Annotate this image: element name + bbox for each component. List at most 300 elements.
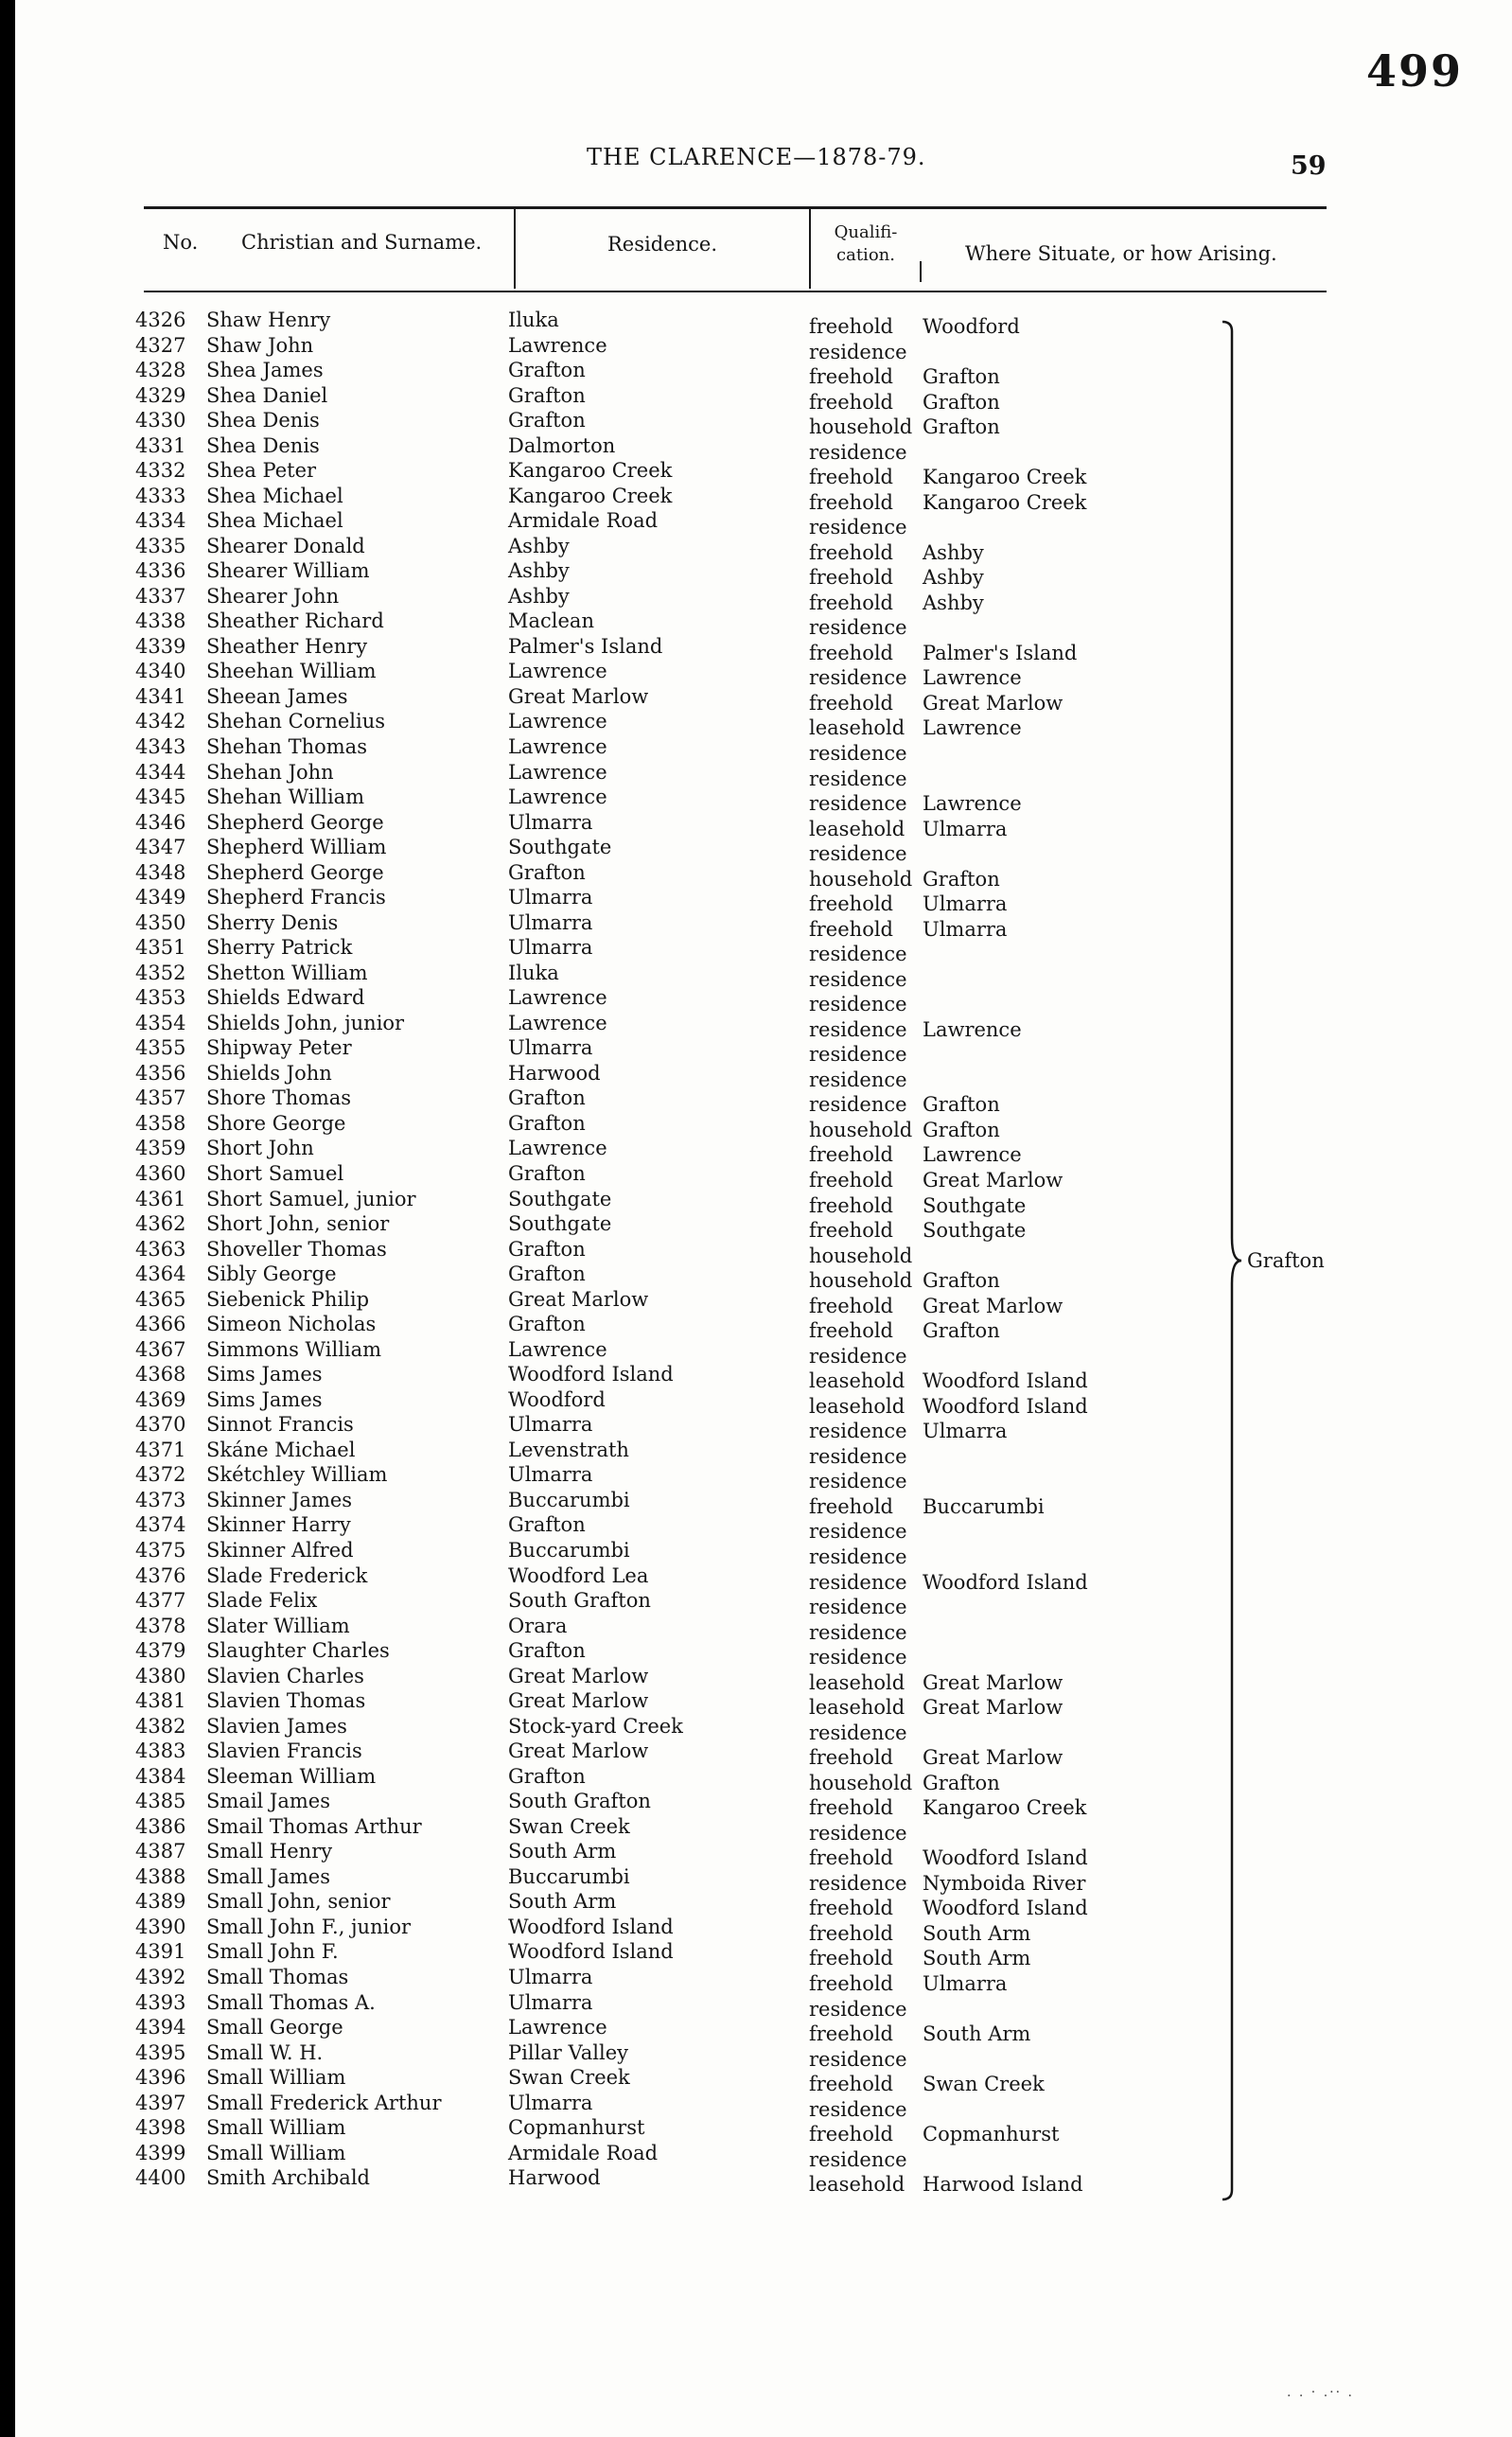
list-item — [0, 1664, 1512, 1694]
entry-qualification: residence — [809, 742, 907, 765]
entry-where: Nymboida River — [923, 1871, 1086, 1895]
entry-qualification: residence — [809, 1871, 907, 1895]
list-item — [0, 1438, 1512, 1468]
entry-number: 4338 — [135, 609, 186, 633]
entry-name: Sheean James — [206, 684, 348, 708]
entry-number: 4375 — [135, 1538, 186, 1562]
entry-number: 4326 — [135, 309, 186, 331]
entry-qualification: household — [809, 867, 913, 891]
header-where: Where Situate, or how Arising. — [965, 242, 1277, 265]
entry-residence: Southgate — [508, 836, 612, 859]
entry-qualification: leasehold — [809, 1369, 905, 1393]
entry-qualification: residence — [809, 767, 907, 790]
group-label: Grafton — [1247, 1249, 1325, 1272]
list-item — [0, 1764, 1512, 1794]
entry-residence: Lawrence — [508, 1137, 607, 1160]
entry-number: 4344 — [135, 760, 186, 784]
entry-qualification: leasehold — [809, 716, 905, 740]
entry-residence: Ulmarra — [508, 1463, 593, 1487]
entry-number: 4351 — [135, 936, 186, 960]
entry-qualification: freehold — [809, 641, 893, 664]
entry-qualification: residence — [809, 1344, 907, 1368]
entry-name: Skáne Michael — [206, 1438, 356, 1461]
entry-qualification: residence — [809, 1470, 907, 1493]
entry-number: 4343 — [135, 735, 186, 758]
entry-qualification: freehold — [809, 892, 893, 916]
entry-residence: Ashby — [508, 559, 570, 583]
entry-number: 4388 — [135, 1864, 186, 1888]
entry-where: Lawrence — [923, 1017, 1022, 1041]
list-item — [0, 910, 1512, 941]
entry-name: Shea Denis — [206, 409, 320, 433]
entry-where: Ashby — [923, 540, 984, 564]
entry-qualification: residence — [809, 943, 907, 966]
list-item — [0, 484, 1512, 514]
entry-residence: Lawrence — [508, 760, 607, 784]
entry-residence: Grafton — [508, 1639, 586, 1663]
list-item — [0, 1538, 1512, 1568]
entry-name: Small James — [206, 1864, 330, 1888]
entry-residence: Buccarumbi — [508, 1538, 630, 1562]
entry-residence: Lawrence — [508, 333, 607, 357]
entry-number: 4385 — [135, 1790, 186, 1813]
entry-residence: Swan Creek — [508, 1814, 630, 1838]
entry-qualification: residence — [809, 1997, 907, 2021]
entry-residence: Buccarumbi — [508, 1864, 630, 1888]
list-item — [0, 1614, 1512, 1644]
entry-number: 4392 — [135, 1965, 186, 1988]
list-item — [0, 1864, 1512, 1895]
entry-residence: Palmer's Island — [508, 634, 663, 658]
entry-number: 4346 — [135, 810, 186, 834]
entry-qualification: residence — [809, 1821, 907, 1845]
entry-residence: Woodford — [508, 1387, 606, 1411]
list-item — [0, 684, 1512, 715]
list-item — [0, 835, 1512, 866]
entry-name: Shaw Henry — [206, 309, 331, 331]
list-item — [0, 1588, 1512, 1619]
list-item — [0, 1512, 1512, 1544]
entry-qualification: leasehold — [809, 1696, 905, 1720]
entry-number: 4347 — [135, 836, 186, 859]
entry-residence: Ulmarra — [508, 910, 593, 934]
list-item — [0, 1814, 1512, 1845]
entry-name: Shehan Thomas — [206, 735, 367, 758]
entry-name: Sheather Henry — [206, 634, 368, 658]
entry-where: Palmer's Island — [923, 641, 1078, 664]
entry-qualification: residence — [809, 666, 907, 690]
list-item — [0, 2040, 1512, 2071]
list-item — [0, 2065, 1512, 2096]
entry-qualification: residence — [809, 1545, 907, 1568]
entry-number: 4333 — [135, 484, 186, 507]
entry-name: Shea Michael — [206, 484, 343, 507]
entry-number: 4327 — [135, 333, 186, 357]
entry-where: Grafton — [923, 1269, 1000, 1293]
entry-residence: Ulmarra — [508, 2091, 593, 2114]
header-residence: Residence. — [607, 233, 717, 256]
entry-qualification: residence — [809, 1646, 907, 1669]
entry-qualification: residence — [809, 516, 907, 539]
list-item — [0, 734, 1512, 765]
entry-number: 4376 — [135, 1563, 186, 1587]
entry-where: Great Marlow — [923, 1746, 1064, 1770]
list-item — [0, 1990, 1512, 2021]
entry-residence: South Arm — [508, 1890, 617, 1914]
entry-where: Kangaroo Creek — [923, 490, 1087, 514]
entry-name: Sherry Denis — [206, 910, 339, 934]
entry-name: Small William — [206, 2066, 346, 2090]
entry-name: Small Henry — [206, 1840, 333, 1863]
list-item — [0, 458, 1512, 489]
entry-where: Lawrence — [923, 1143, 1022, 1167]
list-item — [0, 1287, 1512, 1317]
entry-number: 4360 — [135, 1162, 186, 1186]
entry-residence: Grafton — [508, 860, 586, 884]
entry-where: Ulmarra — [923, 817, 1008, 840]
list-item — [0, 760, 1512, 790]
entry-qualification: residence — [809, 440, 907, 464]
entry-residence: Kangaroo Creek — [508, 484, 673, 507]
entry-residence: Grafton — [508, 1513, 586, 1537]
entry-residence: Grafton — [508, 1162, 586, 1186]
entry-number: 4371 — [135, 1438, 186, 1461]
entry-number: 4345 — [135, 786, 186, 809]
entry-residence: Great Marlow — [508, 1739, 649, 1763]
entry-number: 4390 — [135, 1915, 186, 1938]
entry-name: Smail James — [206, 1790, 330, 1813]
entry-name: Short Samuel — [206, 1162, 344, 1186]
entry-where: Great Marlow — [923, 1670, 1064, 1694]
entry-number: 4373 — [135, 1488, 186, 1511]
entry-qualification: residence — [809, 2047, 907, 2071]
entry-name: Sheehan William — [206, 660, 377, 683]
entry-residence: Woodford Island — [508, 1940, 674, 1964]
entry-where: Lawrence — [923, 792, 1022, 816]
entry-name: Sherry Patrick — [206, 936, 353, 960]
entry-number: 4389 — [135, 1890, 186, 1914]
entry-number: 4374 — [135, 1513, 186, 1537]
entry-residence: Lawrence — [508, 735, 607, 758]
list-item — [0, 1111, 1512, 1141]
entry-qualification: freehold — [809, 1494, 893, 1518]
entry-number: 4379 — [135, 1639, 186, 1663]
folio-number: 499 — [1366, 45, 1464, 97]
entry-residence: Pillar Valley — [508, 2040, 628, 2064]
entry-number: 4383 — [135, 1739, 186, 1763]
list-item — [0, 1714, 1512, 1744]
entry-residence: Stock-yard Creek — [508, 1714, 683, 1738]
list-item — [0, 2015, 1512, 2046]
entry-where: Ashby — [923, 591, 984, 614]
entry-qualification: freehold — [809, 540, 893, 564]
list-item — [0, 659, 1512, 690]
entry-number: 4366 — [135, 1313, 186, 1336]
entry-qualification: residence — [809, 1017, 907, 1041]
entry-name: Small William — [206, 2116, 346, 2140]
entry-qualification: residence — [809, 842, 907, 866]
entry-qualification: household — [809, 415, 913, 439]
entry-residence: Iluka — [508, 309, 559, 331]
entry-number: 4396 — [135, 2066, 186, 2090]
entry-residence: Great Marlow — [508, 1689, 649, 1713]
entry-qualification: residence — [809, 1444, 907, 1468]
entry-name: Shore Thomas — [206, 1086, 352, 1110]
list-item — [0, 1915, 1512, 1945]
entry-residence: Ulmarra — [508, 936, 593, 960]
entry-qualification: leasehold — [809, 1394, 905, 1418]
entry-name: Sleeman William — [206, 1764, 377, 1788]
entry-qualification: freehold — [809, 365, 893, 389]
entry-number: 4354 — [135, 1011, 186, 1034]
entry-residence: Great Marlow — [508, 1287, 649, 1311]
entry-qualification: residence — [809, 1093, 907, 1117]
entry-residence: Woodford Island — [508, 1363, 674, 1386]
list-item — [0, 1688, 1512, 1720]
entry-residence: South Arm — [508, 1840, 617, 1863]
entry-name: Short John — [206, 1137, 314, 1160]
entry-where: Woodford Island — [923, 1394, 1088, 1418]
entry-where: Grafton — [923, 365, 1000, 389]
list-item — [0, 2115, 1512, 2146]
entry-where: Southgate — [923, 1193, 1027, 1217]
entry-residence: Lawrence — [508, 2016, 607, 2040]
entry-name: Small Frederick Arthur — [206, 2091, 442, 2114]
entry-name: Sinnot Francis — [206, 1413, 354, 1437]
entry-name: Shearer John — [206, 584, 340, 608]
entry-residence: Dalmorton — [508, 433, 616, 457]
entry-number: 4367 — [135, 1337, 186, 1361]
entry-name: Smith Archibald — [206, 2166, 370, 2190]
list-item — [0, 709, 1512, 740]
entry-number: 4336 — [135, 559, 186, 583]
list-item — [0, 308, 1512, 338]
list-item — [0, 2091, 1512, 2121]
entry-name: Skétchley William — [206, 1463, 388, 1487]
list-item — [0, 785, 1512, 816]
list-item — [0, 1789, 1512, 1820]
list-item — [0, 1211, 1512, 1243]
entry-residence: Lawrence — [508, 986, 607, 1010]
entry-qualification: residence — [809, 340, 907, 363]
list-item — [0, 1136, 1512, 1167]
entry-where: Grafton — [923, 1118, 1000, 1141]
entry-qualification: leasehold — [809, 817, 905, 840]
entry-qualification: freehold — [809, 315, 893, 338]
entry-residence: Maclean — [508, 609, 594, 633]
entry-name: Shields John — [206, 1061, 332, 1085]
entry-qualification: residence — [809, 1596, 907, 1619]
entry-number: 4340 — [135, 660, 186, 683]
entry-residence: Woodford Lea — [508, 1563, 649, 1587]
entry-where: Ulmarra — [923, 1420, 1008, 1443]
entry-residence: Lawrence — [508, 786, 607, 809]
entry-residence: South Grafton — [508, 1589, 651, 1613]
list-item — [0, 885, 1512, 916]
entry-qualification: freehold — [809, 1846, 893, 1870]
entry-qualification: residence — [809, 1420, 907, 1443]
entry-qualification: freehold — [809, 566, 893, 590]
entry-number: 4369 — [135, 1387, 186, 1411]
entry-number: 4391 — [135, 1940, 186, 1964]
entry-name: Sims James — [206, 1387, 323, 1411]
list-item — [0, 1035, 1512, 1067]
entry-qualification: residence — [809, 967, 907, 991]
list-item — [0, 558, 1512, 590]
entry-where: Woodford Island — [923, 1570, 1088, 1594]
header-divider-1 — [514, 209, 516, 289]
entry-qualification: freehold — [809, 1319, 893, 1343]
entry-number: 4363 — [135, 1237, 186, 1261]
entry-qualification: household — [809, 1118, 913, 1141]
entry-where: Great Marlow — [923, 1696, 1064, 1720]
header-name: Christian and Surname. — [241, 231, 483, 254]
entry-qualification: residence — [809, 2147, 907, 2171]
entry-number: 4329 — [135, 383, 186, 407]
entry-number: 4334 — [135, 509, 186, 533]
entry-where: South Arm — [923, 1947, 1031, 1970]
entry-qualification: freehold — [809, 1169, 893, 1192]
entry-number: 4361 — [135, 1187, 186, 1210]
entry-qualification: household — [809, 1244, 913, 1267]
entry-name: Shehan Cornelius — [206, 710, 386, 733]
entry-where: Ulmarra — [923, 917, 1008, 941]
entry-qualification: freehold — [809, 1294, 893, 1317]
page-number: 59 — [1291, 151, 1327, 181]
list-item — [0, 358, 1512, 389]
list-item — [0, 935, 1512, 966]
entry-number: 4352 — [135, 961, 186, 984]
entry-name: Shehan John — [206, 760, 334, 784]
entry-residence: Grafton — [508, 1764, 586, 1788]
entry-where: Great Marlow — [923, 691, 1064, 715]
entry-residence: Southgate — [508, 1187, 612, 1210]
entry-where: Grafton — [923, 1319, 1000, 1343]
entry-number: 4335 — [135, 534, 186, 557]
entry-residence: Grafton — [508, 359, 586, 382]
entry-residence: Lawrence — [508, 710, 607, 733]
entry-name: Short John, senior — [206, 1212, 390, 1236]
entry-number: 4365 — [135, 1287, 186, 1311]
entry-number: 4386 — [135, 1814, 186, 1838]
header-top-rule — [144, 206, 1327, 209]
entry-where: South Arm — [923, 1921, 1031, 1945]
entry-qualification: freehold — [809, 2073, 893, 2096]
list-item — [0, 1965, 1512, 1995]
entry-where: Ulmarra — [923, 1971, 1008, 1995]
entry-qualification: freehold — [809, 1219, 893, 1243]
entry-number: 4339 — [135, 634, 186, 658]
entry-qualification: residence — [809, 1721, 907, 1744]
entry-where: Grafton — [923, 867, 1000, 891]
header-no: No. — [163, 231, 199, 254]
header-qualification-line1: Qualifi- — [834, 222, 898, 242]
entry-residence: Swan Creek — [508, 2066, 630, 2090]
entry-name: Shepherd William — [206, 836, 387, 859]
entry-name: Shields John, junior — [206, 1011, 405, 1034]
entry-name: Small John F., junior — [206, 1915, 411, 1938]
entry-residence: Copmanhurst — [508, 2116, 645, 2140]
entry-residence: Woodford Island — [508, 1915, 674, 1938]
entry-residence: Lawrence — [508, 1337, 607, 1361]
entry-name: Shepherd George — [206, 810, 384, 834]
entry-where: Grafton — [923, 390, 1000, 414]
entry-number: 4341 — [135, 684, 186, 708]
entry-qualification: freehold — [809, 1143, 893, 1167]
entry-name: Slavien Charles — [206, 1664, 364, 1687]
entry-name: Small George — [206, 2016, 343, 2040]
header-qualification — [814, 221, 918, 267]
list-item — [0, 1187, 1512, 1217]
entry-where: Great Marlow — [923, 1169, 1064, 1192]
list-item — [0, 634, 1512, 664]
entry-where: South Arm — [923, 2022, 1031, 2046]
entry-name: Small William — [206, 2141, 346, 2164]
entry-name: Slavien Francis — [206, 1739, 362, 1763]
entry-residence: Armidale Road — [508, 2141, 659, 2164]
entry-qualification: freehold — [809, 2022, 893, 2046]
list-item — [0, 383, 1512, 414]
entry-number: 4364 — [135, 1263, 186, 1286]
entry-residence: Grafton — [508, 1237, 586, 1261]
entry-number: 4358 — [135, 1111, 186, 1135]
entry-where: Grafton — [923, 1771, 1000, 1794]
entry-number: 4359 — [135, 1137, 186, 1160]
entry-qualification: residence — [809, 616, 907, 640]
list-item — [0, 1061, 1512, 1091]
entry-number: 4337 — [135, 584, 186, 608]
list-item — [0, 1362, 1512, 1393]
entry-name: Small John, senior — [206, 1890, 391, 1914]
list-item — [0, 1638, 1512, 1669]
entry-where: Kangaroo Creek — [923, 466, 1087, 489]
entry-number: 4328 — [135, 359, 186, 382]
entry-residence: Harwood — [508, 1061, 601, 1085]
entry-number: 4387 — [135, 1840, 186, 1863]
entry-number: 4357 — [135, 1086, 186, 1110]
entry-number: 4397 — [135, 2091, 186, 2114]
header-bottom-rule — [144, 291, 1327, 292]
entry-number: 4398 — [135, 2116, 186, 2140]
list-item — [0, 534, 1512, 564]
entry-qualification: residence — [809, 792, 907, 816]
list-item — [0, 1312, 1512, 1343]
entry-qualification: leasehold — [809, 2173, 905, 2197]
entry-name: Shearer Donald — [206, 534, 365, 557]
entry-where: Great Marlow — [923, 1294, 1064, 1317]
entry-qualification: household — [809, 1269, 913, 1293]
entry-where: Southgate — [923, 1219, 1027, 1243]
list-item — [0, 609, 1512, 640]
entry-residence: Lawrence — [508, 1011, 607, 1034]
entry-residence: Great Marlow — [508, 684, 649, 708]
entry-residence: South Grafton — [508, 1790, 651, 1813]
entry-qualification: freehold — [809, 591, 893, 614]
entry-number: 4377 — [135, 1589, 186, 1613]
entry-name: Shehan William — [206, 786, 365, 809]
list-item — [0, 1563, 1512, 1594]
entry-number: 4370 — [135, 1413, 186, 1437]
entry-qualification: freehold — [809, 390, 893, 414]
entry-residence: Southgate — [508, 1212, 612, 1236]
entry-where: Woodford — [923, 315, 1020, 338]
entry-residence: Ulmarra — [508, 1990, 593, 2014]
entry-qualification: residence — [809, 1068, 907, 1091]
list-item — [0, 1161, 1512, 1192]
entry-residence: Buccarumbi — [508, 1488, 630, 1511]
entry-name: Shepherd Francis — [206, 886, 386, 909]
entry-residence: Grafton — [508, 1086, 586, 1110]
